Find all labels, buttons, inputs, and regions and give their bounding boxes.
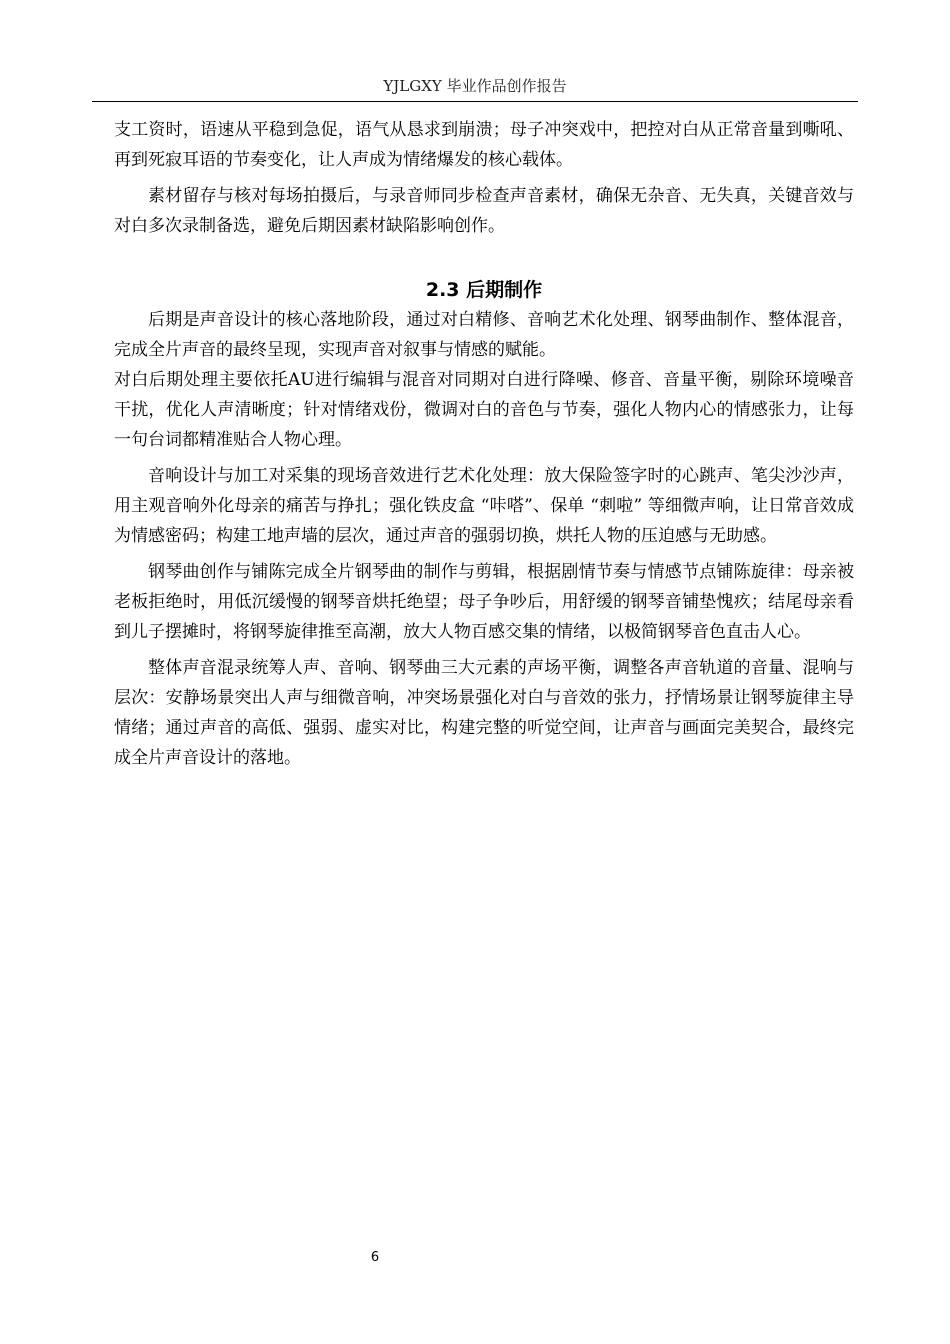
paragraph-material-check: 素材留存与核对每场拍摄后，与录音师同步检查声音素材，确保无杂音、无失真，关键音效与对白多次录制备选，避免后期因素材缺陷影响创作。 <box>114 186 854 236</box>
paragraph-dialogue-post: 对白后期处理主要依托AU进行编辑与混音对同期对白进行降噪、修音、音量平衡，剔除环境噪音干扰，优化人声清晰度；针对情绪戏份，微调对白的音色与节奏，强化人物内心的情感张力，让每一句台词都精准贴合人物心理。 <box>114 370 854 450</box>
document-body <box>114 115 854 773</box>
page-number: 6 <box>370 1250 380 1265</box>
page-header: YJLGXY 毕业作品创作报告 <box>92 76 858 102</box>
paragraph-dialogue-rhythm: 支工资时，语速从平稳到急促，语气从恳求到崩溃；母子冲突戏中，把控对白从正常音量到嘶吼、再到死寂耳语的节奏变化，让人声成为情绪爆发的核心载体。 <box>114 120 854 170</box>
paragraph-sound-effects: 音响设计与加工对采集的现场音效进行艺术化处理：放大保险签字时的心跳声、笔尖沙沙声，用主观音响外化母亲的痛苦与挣扎；强化铁皮盒 “咔嗒”、保单 “刺啦” 等细微声响，让日常音效成为情感密码；构建工地声墙的层次，通过声音的强弱切换，烘托人物的压迫感与无助感。 <box>114 466 854 546</box>
section-title: 2.3 后期制作 <box>425 279 543 301</box>
paragraph-post-production-intro: 后期是声音设计的核心落地阶段，通过对白精修、音响艺术化处理、钢琴曲制作、整体混音，完成全片声音的最终呈现，实现声音对叙事与情感的赋能。 <box>114 310 854 360</box>
paragraph-final-mix: 整体声音混录统筹人声、音响、钢琴曲三大元素的声场平衡，调整各声音轨道的音量、混响与层次：安静场景突出人声与细微音响，冲突场景强化对白与音效的张力，抒情场景让钢琴旋律主导情绪；通过声音的高低、强弱、虚实对比，构建完整的听觉空间，让声音与画面完美契合，最终完成全片声音设计的落地。 <box>114 658 854 768</box>
paragraph-piano-music: 钢琴曲创作与铺陈完成全片钢琴曲的制作与剪辑，根据剧情节奏与情感节点铺陈旋律：母亲被老板拒绝时，用低沉缓慢的钢琴音烘托绝望；母子争吵后，用舒缓的钢琴音铺垫愧疚；结尾母亲看到儿子摆摊时，将钢琴旋律推至高潮，放大人物百感交集的情绪，以极简钢琴音色直击人心。 <box>114 562 854 642</box>
